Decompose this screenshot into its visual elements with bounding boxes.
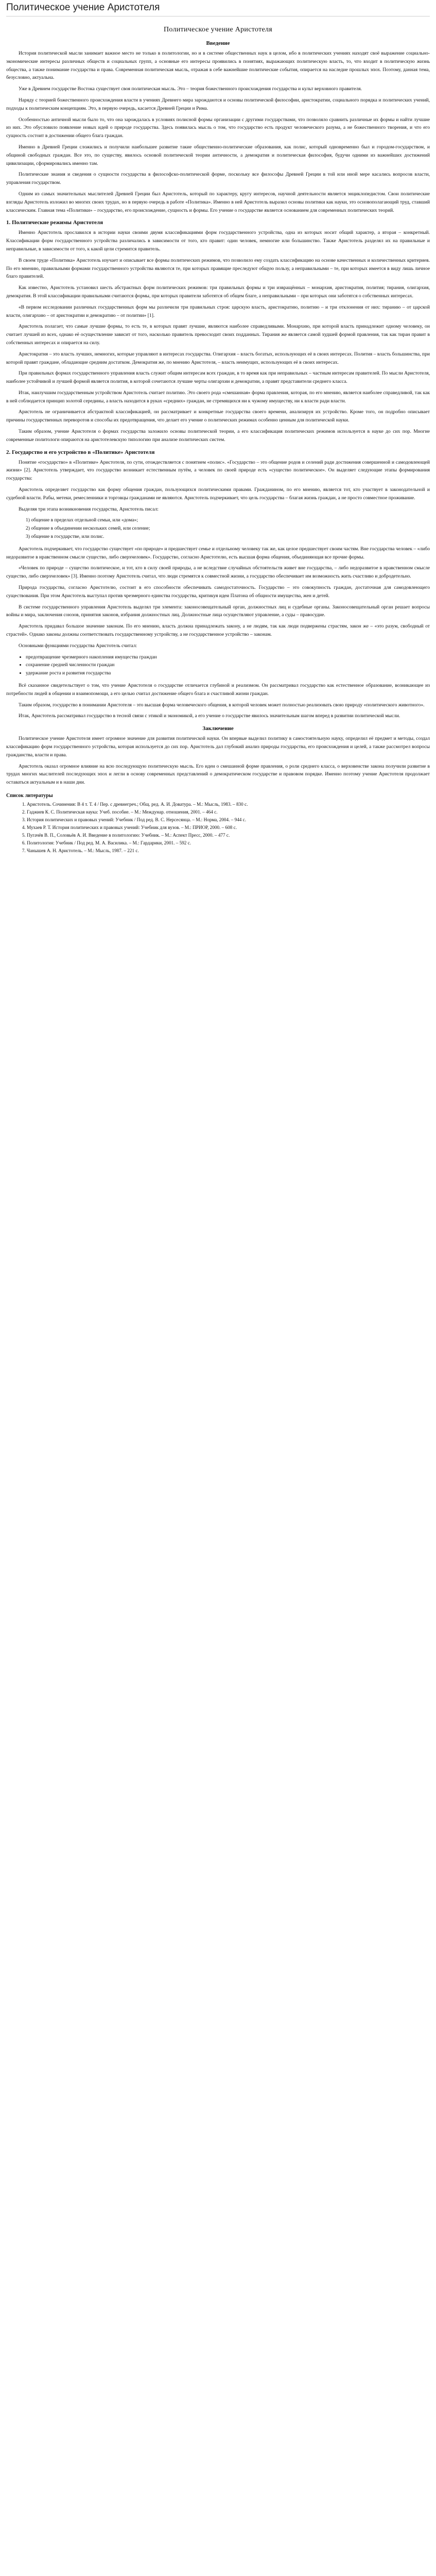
bibliography-list	[6, 801, 430, 855]
paragraph: Понятие «государство» в «Политике» Аристотеля, по сути, отождествляется с понятием «полис». «Государство – это общение родов и селений ради достижения совершенной и самодовлеющей жизни» [2]. Аристотель утверждает, что государство возникает естественным путём, а человек по своей природе есть «существо политическое». Он выделяет следующие этапы формирования государства:	[6, 459, 430, 482]
list-item: • сохранение средней численности граждан	[26, 661, 430, 669]
bibliography-item: 3. История политических и правовых учений: Учебник / Под ред. В. С. Нерсесянца. – М.: Норма, 2004. – 944 с.	[27, 816, 430, 824]
paragraph: Именно в Древней Греции сложились и получили наибольшее развитие такие общественно-политические образования, как полис, который одновременно был и городом-государством, и общиной свободных граждан. Все это, по существу, явилось основой политической теории античности, а демократия и политическая философия, будучи одними из важнейших достижений цивилизации, сформировались именно там.	[6, 144, 430, 166]
paragraph: Политические знания и сведения о сущности государства в философско-политической форме, поскольку все философы Древней Греции в той или иной мере касались вопросов власти, управления государством.	[6, 172, 430, 186]
paragraph: Природа государства, согласно Аристотелю, состоит в его способности обеспечивать самодостаточность. Государство – это совокупность граждан, достаточная для самодовлеющего существования. При этом Аристотель выступал против чрезмерного единства государства, критикуя идеи Платона об общности имущества, жен и детей.	[6, 585, 430, 599]
bibliography-item: 6. Политология: Учебник / Под ред. М. А. Василика. – М.: Гардарики, 2001. – 592 с.	[27, 839, 430, 847]
bibliography-item: 5. Пугачёв В. П., Соловьёв А. И. Введение в политологию: Учебник. – М.: Аспект Пресс, 2000. – 477 с.	[27, 832, 430, 839]
functions-list	[18, 653, 430, 677]
paragraph: Аристотель придавал большое значение законам. По его мнению, власть должна принадлежать закону, а не людям, так как люди подвержены страстям, закон же – «это разум, свободный от страстей». Однако законы должны соответствовать государственному устройству, а не государственное устройство – законам.	[6, 623, 430, 638]
stages-intro: Выделяя три этапа возникновения государства, Аристотель писал:	[19, 506, 159, 512]
paragraph: Уже в Древнем государстве Востока существует своя политическая мысль. Это – теория божественного происхождения государства и культ верховного правителя.	[19, 86, 362, 92]
bibliography-item: 2. Гаджиев К. С. Политическая наука: Учеб. пособие. – М.: Междунар. отношения, 2001. – 464 с.	[27, 808, 430, 816]
paragraph: Итак, Аристотель рассматривал государство в тесной связи с этикой и экономикой, а его учение о государстве явилось значительным шагом вперед в развитии политической мысли.	[19, 713, 400, 719]
bibliography-item: 7. Чанышев А. Н. Аристотель. – М.: Мысль, 1987. – 221 с.	[27, 847, 430, 855]
sections-container	[6, 40, 430, 502]
list-item: • удержание роста и развития государства	[26, 669, 430, 677]
paragraph: Аристотель не ограничивается абстрактной классификацией, он рассматривает и конкретные государства своего времени, анализируя их устройство. Кроме того, он подробно описывает причины государственных переворотов и способы их предотвращения, что делает его учение о политических режимах особенно ценным для политической науки.	[6, 409, 430, 423]
list-item: 2) общение в объединении нескольких семей, или селение;	[26, 526, 150, 532]
section-heading: 2. Государство и его устройство в «Политике» Аристотеля	[6, 449, 155, 455]
state-paragraphs	[6, 545, 430, 650]
paragraph: Политическое учение Аристотеля имеет огромное значение для развития политической науки. Он впервые выделил политику в самостоятельную науку, определил её предмет и методы, создал классификацию форм государственного устройства, которая используется до сих пор. Аристотель дал глубокий анализ природы государства, его происхождения и целей, а также рассмотрел вопросы гражданства, власти и права.	[6, 736, 430, 758]
paragraph: Итак, наилучшим государственным устройством Аристотель считает политию. Это своего рода «смешанная» форма правления, которая, по его мнению, является наиболее справедливой, так как в ней соблюдается принцип золотой середины, а власть находится в руках «средних» граждан, не стремящихся ни к чужому имуществу, ни к власти ради власти.	[6, 389, 430, 404]
document-title: Политическое учение Аристотеля	[163, 26, 273, 33]
site-title: Политическое учение Аристотеля	[6, 2, 160, 13]
paragraph: Как известно, Аристотель установил шесть абстрактных форм политических режимов: три правильных формы и три извращённых – монархия, аристократия, полития; тирания, олигархия, демократия. В этой классификации правильными считаются формы, при которых правители заботятся об общем благе, а неправильными – при которых они заботятся о собственных интересах.	[6, 285, 430, 299]
paragraph: Основными функциями государства Аристотель считал:	[19, 642, 137, 649]
stages-list	[18, 516, 430, 540]
list-item: 3) общение в государстве, или полис.	[26, 534, 104, 540]
document-body	[6, 21, 430, 2576]
conclusion-paragraphs	[6, 735, 430, 787]
bibliography-item: 4. Мухаев Р. Т. История политических и правовых учений: Учебник для вузов. – М.: ПРИОР, 2000. – 608 с.	[27, 824, 430, 832]
paragraph: Аристократия – это власть лучших, немногих, которые управляют в интересах государства. Олигархия – власть богатых, использующих её в своих интересах. Полития – власть большинства, при которой правят граждане, обладающие средним достатком. Демократия же, по мнению Аристотеля, – власть неимущих, использующих её в своих интересах.	[6, 351, 430, 365]
bibliography-title: Список литературы	[6, 792, 53, 799]
paragraph: Таким образом, учение Аристотеля о формах государства заложило основы политической теории, а его классификация политических режимов используется в науке до сих пор. Многие современные политологи опираются на аристотелевскую типологию при анализе политических систем.	[6, 429, 430, 443]
paragraph: Аристотель подчеркивает, что государство существует «по природе» и предшествует семье и отдельному человеку так же, как целое предшествует своим частям. Вне государства человек – «либо недоразвитое в нравственном смысле существо, либо сверхчеловек». Государство, согласно Аристотелю, есть высшая форма общения, объединяющая все прочие формы.	[6, 546, 430, 560]
paragraph: При правильных формах государственного управления власть служит общим интересам всех граждан, в то время как при неправильных – частным интересам правителей. По мысли Аристотеля, наиболее устойчивой и лучшей формой является полития, в которой сочетаются лучшие черты олигархии и демократии, а правят представители среднего класса.	[6, 370, 430, 385]
list-item: • предотвращение чрезмерного накопления имущества граждан	[26, 653, 430, 662]
paragraph: Аристотель оказал огромное влияние на всю последующую политическую мысль. Его идеи о смешанной форме правления, о роли среднего класса, о верховенстве закона получили развитие в трудах многих мыслителей последующих эпох и легли в основу современных представлений о демократическом государстве и правовом порядке. Именно поэтому учение Аристотеля продолжает оставаться актуальным и в наши дни.	[6, 763, 430, 786]
paragraph: Одним из самых значительных мыслителей Древней Греции был Аристотель, который по характеру, кругу интересов, научной деятельности является энциклопедистом. Свои политические взгляды Аристотель изложил во многих своих трудах, но в первую очередь в работе «Политика». Именно в ней Аристотель выразил основы политики как науки, это основополагающий труд, ставший классическим. Главная тема «Политики» – государство, его происхождение, сущность и формы. Его учение о государстве является основанием для современных политических теорий.	[6, 191, 430, 213]
paragraph: Аристотель определяет государство как форму общения граждан, пользующихся политическими правами. Гражданином, по его мнению, является тот, кто участвует в законодательной и судебной власти. Рабы, метеки, ремесленники и торговцы гражданами не являются. Аристотель подчеркивает, что цель государства – благая жизнь граждан, а не просто совместное проживание.	[6, 487, 430, 501]
list-item: 1) общение в пределах отдельной семьи, или «дома»;	[26, 517, 138, 523]
paragraph: В своем труде «Политика» Аристотель изучает и описывает все формы политических режимов, что позволило ему создать классификацию на основе качественных и количественных критериев. По его мнению, правильными формами государственного устройства являются те, при которых правящие преследуют общую пользу, а неправильными – те, при которых имеется в виду лишь личное благо правителей.	[6, 257, 430, 280]
paragraph: Особенностью античной мысли было то, что она зарождалась в условиях полисной формы организации с другими государствами, что позволяло сравнить различные их формы и найти лучшие из них. Это обусловило появление новых идей о природе государства. Здесь появилась мысль о том, что государство есть продукт человеческого разума, а не божественного творения, и что его сущность состоит в достижении общего блага граждан.	[6, 116, 430, 139]
paragraph: Таким образом, государство в понимании Аристотеля – это высшая форма человеческого общения, в которой человек может полностью реализовать свою природу «политического животного».	[19, 702, 425, 708]
section-heading: 1. Политические режимы Аристотеля	[6, 219, 103, 226]
paragraph: «Человек по природе – существо политическое, и тот, кто в силу своей природы, а не вследствие случайных обстоятельств живет вне государства, – либо недоразвитое в нравственном смысле существо, либо сверхчеловек» [3]. Именно поэтому Аристотель считал, что люди стремятся к совместной жизни, а государство обеспечивает им возможность жить счастливо и добродетельно.	[6, 565, 430, 580]
conclusion-preamble	[6, 682, 430, 720]
bibliography-item: 1. Аристотель. Сочинения: В 4 т. Т. 4 / Пер. с древнегреч.; Общ. ред. А. И. Доватура. – М.: Мысль, 1983. – 830 с.	[27, 801, 430, 808]
paragraph: В системе государственного управления Аристотель выделял три элемента: законосовещательный орган, должностных лиц и судебные органы. Законосовещательный орган решает вопросы войны и мира, заключения союзов, принятия законов, избрания должностных лиц. Должностные лица осуществляют управление, а суды – правосудие.	[6, 604, 430, 618]
paragraph: Всё сказанное свидетельствует о том, что учение Аристотеля о государстве отличается глубиной и реализмом. Он рассматривал государство как естественное образование, возникающее из потребности людей в общении и взаимопомощи, а его целью считал достижение общего блага и счастливой жизни граждан.	[6, 683, 430, 697]
conclusion-heading: Заключение	[202, 725, 234, 732]
paragraph: Наряду с теорией божественного происхождения власти в учениях Древнего мира зарождаются и основы политической философии, аристократии, социального порядка и политических учений, подходы к политическим концепциям. Это, в первую очередь, касается Древней Греции и Рима.	[6, 97, 430, 111]
paragraph: Аристотель полагает, что самые лучшие формы, то есть те, в которых правят лучшие, являются наиболее справедливыми. Монархию, при которой власть принадлежит одному человеку, он считает лучшей из всех, однако её осуществление зависит от того, насколько правитель превосходит своих подданных. Тирания же является самой худшей формой правления, так как тиран правит в собственных интересах и опирается на силу.	[6, 324, 430, 346]
paragraph: История политической мысли занимает важное место не только в политологии, но и в системе общественных наук в целом, ибо в политических учениях находят своё выражение социально-экономические интересы различных обществ и социальных групп, а основные его интересы проявились в понятиях, выражающих политическую власть, то, что входит в политическую жизнь общества, а также понимание государства и права. Современная политическая мысль, отражая в себе важнейшие политические события, опирается на наследие прошлых эпох. Поэтому, данная тема, безусловно, актуальна.	[6, 50, 430, 81]
paragraph: Именно Аристотель прославился в истории науки своими двумя классификациями форм государственного устройства, одна из которых носит общий характер, а вторая – конкретный. Классификации форм государственного устройства различались в зависимости от того, кто правит: один человек, немногие или большинство. Также Аристотель разделял их на правильные и неправильные, в зависимости от того, к какой цели стремится правитель.	[6, 230, 430, 252]
section-heading: Введение	[206, 40, 230, 46]
paragraph: «В первом исследовании различных государственных форм мы различили три правильных строя: царскую власть, аристократию, политию – и три отклонения от них: тиранию – от царской власти, олигархию – от аристократии и демократию – от политии» [1].	[6, 304, 430, 318]
